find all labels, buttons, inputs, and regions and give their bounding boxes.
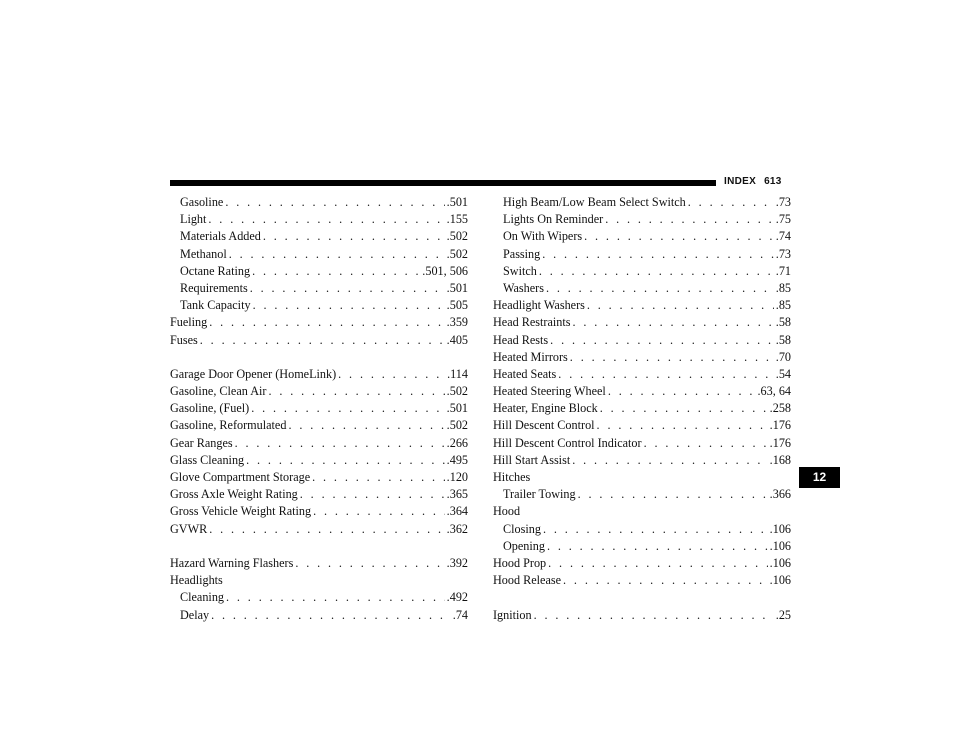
dot-leader: [263, 228, 445, 245]
index-entry: [170, 417, 468, 434]
index-term: Hazard Warning Flashers: [170, 555, 294, 570]
index-entry: [170, 297, 468, 314]
index-entry: [493, 194, 791, 211]
index-entry: [170, 469, 468, 486]
index-page-ref[interactable]: .155: [446, 212, 468, 227]
index-entry: [170, 194, 468, 211]
index-page-ref[interactable]: .58: [775, 315, 791, 330]
index-page-ref[interactable]: .176: [769, 418, 791, 433]
index-term: Gasoline: [180, 195, 224, 209]
index-term: Heated Seats: [493, 366, 557, 381]
index-term: Trailer Towing: [503, 487, 576, 502]
index-entry: [493, 486, 791, 503]
index-page-ref[interactable]: .501: [446, 195, 468, 209]
index-term: Heated Mirrors: [493, 349, 568, 364]
dot-leader: [570, 349, 774, 366]
index-term: Lights On Reminder: [503, 212, 604, 227]
index-entry: [170, 263, 468, 280]
index-term: Passing: [503, 246, 541, 261]
header-rule: [170, 180, 716, 186]
dot-leader: [572, 452, 767, 469]
index-term: Glass Cleaning: [170, 452, 245, 467]
index-entry: [170, 503, 468, 520]
index-page-ref[interactable]: .505: [446, 298, 468, 313]
dot-leader: [338, 366, 445, 383]
index-entry: [170, 435, 468, 452]
dot-leader: [200, 332, 445, 349]
index-term: GVWR: [170, 521, 208, 536]
index-page-ref[interactable]: .63, 64: [757, 384, 791, 399]
index-page-ref[interactable]: .362: [446, 521, 468, 536]
dot-leader: [546, 280, 774, 297]
index-entry: [493, 572, 791, 589]
index-term: Ignition: [493, 607, 532, 622]
index-page-ref[interactable]: .502: [446, 229, 468, 244]
index-entry: [493, 297, 791, 314]
index-page-ref[interactable]: .120: [446, 470, 468, 484]
index-term: Gasoline, Clean Air: [170, 384, 267, 399]
index-term: Light: [180, 212, 207, 227]
index-term: Hill Start Assist: [493, 452, 571, 467]
index-page-ref[interactable]: .106: [769, 538, 791, 553]
index-term: Octane Rating: [180, 263, 251, 278]
dot-leader: [209, 314, 444, 331]
dot-leader: [208, 211, 444, 228]
index-entry: [170, 332, 468, 349]
index-term: Heated Steering Wheel: [493, 384, 606, 399]
index-term: Hill Descent Control Indicator: [493, 435, 642, 450]
dot-leader: [578, 486, 768, 503]
index-page-ref[interactable]: .73: [775, 195, 791, 209]
index-entry: [170, 521, 468, 538]
index-entry: [493, 452, 791, 469]
dot-leader: [542, 246, 774, 263]
index-term: Gasoline, (Fuel): [170, 401, 250, 416]
index-page-ref[interactable]: .502: [446, 246, 468, 261]
dot-leader: [584, 228, 774, 245]
index-page-ref[interactable]: .85: [775, 280, 791, 295]
index-term: Gasoline, Reformulated: [170, 418, 287, 433]
index-heading-hood: Hood: [493, 504, 521, 519]
index-column-left: [170, 194, 468, 624]
index-entry: [170, 366, 468, 383]
index-column-right: [493, 194, 791, 624]
index-page-ref[interactable]: .366: [769, 487, 791, 502]
dot-leader: [295, 555, 444, 572]
index-page-ref[interactable]: .495: [446, 452, 468, 467]
index-term: Gross Vehicle Weight Rating: [170, 504, 312, 519]
dot-leader: [313, 503, 445, 520]
index-entry: [170, 246, 468, 263]
section-title: INDEX: [724, 176, 757, 187]
index-page-ref[interactable]: .501: [446, 401, 468, 416]
index-entry: [170, 280, 468, 297]
index-term: Hood Prop: [493, 555, 547, 570]
index-term: Cleaning: [180, 590, 225, 605]
index-term: Hill Descent Control: [493, 418, 595, 433]
index-page-ref[interactable]: .405: [446, 332, 468, 347]
dot-leader: [253, 297, 445, 314]
dot-leader: [211, 607, 451, 624]
index-term: Fueling: [170, 315, 208, 330]
dot-leader: [600, 400, 768, 417]
index-page-ref[interactable]: .75: [775, 212, 791, 227]
index-heading-headlights: Headlights: [170, 573, 223, 588]
index-entry: [170, 211, 468, 228]
index-page-ref[interactable]: .364: [446, 504, 468, 519]
index-page-ref[interactable]: .58: [775, 332, 791, 347]
index-term: Tank Capacity: [180, 298, 251, 313]
index-term: Head Rests: [493, 332, 549, 347]
index-term: Gear Ranges: [170, 435, 233, 450]
index-entry: [493, 280, 791, 297]
dot-leader: [543, 521, 768, 538]
dot-leader: [252, 263, 420, 280]
index-page-ref[interactable]: .492: [446, 590, 468, 605]
index-page-ref[interactable]: .168: [769, 452, 791, 467]
index-page-ref[interactable]: .71: [775, 263, 791, 278]
index-term: Heater, Engine Block: [493, 401, 598, 416]
index-entry: [170, 400, 468, 417]
dot-leader: [548, 555, 768, 572]
index-entry: [170, 228, 468, 245]
index-term: Washers: [503, 280, 544, 295]
index-page-ref[interactable]: .176: [769, 435, 791, 450]
index-entry: [170, 314, 468, 331]
index-entry: [493, 383, 791, 400]
index-page-ref[interactable]: .258: [769, 401, 791, 416]
chapter-tab[interactable]: 12: [799, 467, 840, 488]
index-page-ref[interactable]: .106: [769, 555, 791, 570]
index-page-ref[interactable]: .85: [775, 298, 791, 313]
index-page-ref[interactable]: .501, 506: [422, 263, 468, 278]
index-entry: [493, 332, 791, 349]
index-page-ref[interactable]: .502: [446, 384, 468, 399]
index-page-ref[interactable]: .501: [446, 280, 468, 295]
index-page-ref[interactable]: .74: [775, 229, 791, 244]
dot-leader: [268, 383, 444, 400]
index-page-ref[interactable]: .54: [775, 366, 791, 381]
index-entry: [493, 349, 791, 366]
dot-leader: [558, 366, 773, 383]
dot-leader: [547, 538, 768, 555]
index-entry: [493, 246, 791, 263]
index-term: Head Restraints: [493, 315, 571, 330]
index-term: Delay: [180, 607, 210, 622]
running-header: [724, 176, 782, 187]
index-page-ref[interactable]: .359: [446, 315, 468, 330]
dot-leader: [587, 297, 774, 314]
index-entry: [170, 589, 468, 606]
index-entry: [170, 452, 468, 469]
dot-leader: [229, 246, 445, 263]
index-page-ref[interactable]: .106: [769, 573, 791, 588]
dot-leader: [597, 417, 768, 434]
dot-leader: [288, 417, 444, 434]
dot-leader: [644, 435, 768, 452]
index-entry: [493, 366, 791, 383]
index-page-ref[interactable]: .25: [775, 607, 791, 622]
index-page-ref[interactable]: .106: [769, 521, 791, 536]
index-page-ref[interactable]: .73: [775, 246, 791, 261]
index-term: Requirements: [180, 280, 248, 295]
index-entry: [493, 400, 791, 417]
index-term: Hood Release: [493, 573, 562, 588]
dot-leader: [563, 572, 768, 589]
index-entry: [493, 211, 791, 228]
index-term: Headlight Washers: [493, 298, 585, 313]
index-page-ref[interactable]: .70: [775, 349, 791, 364]
dot-leader: [225, 194, 444, 211]
dot-leader: [688, 194, 774, 211]
dot-leader: [209, 521, 444, 538]
index-entry: [493, 314, 791, 331]
index-term: Opening: [503, 538, 545, 553]
dot-leader: [250, 280, 445, 297]
dot-leader: [573, 314, 774, 331]
dot-leader: [550, 332, 774, 349]
index-heading-hitches: Hitches: [493, 470, 531, 484]
index-page-ref[interactable]: .392: [446, 555, 468, 570]
index-page-ref[interactable]: .114: [447, 366, 468, 381]
index-page-ref[interactable]: .365: [446, 487, 468, 502]
dot-leader: [534, 607, 774, 624]
index-entry: [493, 607, 791, 624]
page-number: 613: [764, 176, 782, 187]
index-term: Materials Added: [180, 229, 261, 244]
index-entry: [493, 417, 791, 434]
dot-leader: [235, 435, 445, 452]
dot-leader: [226, 589, 445, 606]
index-entry: [493, 538, 791, 555]
index-page-ref[interactable]: .502: [446, 418, 468, 433]
dot-leader: [300, 486, 445, 503]
dot-leader: [605, 211, 774, 228]
index-entry: [493, 263, 791, 280]
index-term: Glove Compartment Storage: [170, 470, 311, 484]
dot-leader: [246, 452, 445, 469]
index-page-ref[interactable]: .266: [446, 435, 468, 450]
dot-leader: [251, 400, 444, 417]
index-entry: [493, 228, 791, 245]
index-entry: [493, 521, 791, 538]
index-entry: [493, 435, 791, 452]
index-entry: [493, 555, 791, 572]
index-entry: [170, 383, 468, 400]
dot-leader: [608, 383, 756, 400]
index-term: Garage Door Opener (HomeLink): [170, 366, 337, 381]
index-term: Methanol: [180, 246, 227, 261]
dot-leader: [312, 469, 445, 486]
index-term: Fuses: [170, 332, 198, 347]
index-term: Switch: [503, 263, 537, 278]
index-entry: [170, 486, 468, 503]
dot-leader: [539, 263, 774, 280]
index-term: High Beam/Low Beam Select Switch: [503, 195, 686, 209]
index-entry: [170, 555, 468, 572]
index-term: Gross Axle Weight Rating: [170, 487, 298, 502]
index-term: On With Wipers: [503, 229, 583, 244]
index-entry: [170, 607, 468, 624]
index-term: Closing: [503, 521, 541, 536]
index-page-ref[interactable]: .74: [452, 607, 468, 622]
